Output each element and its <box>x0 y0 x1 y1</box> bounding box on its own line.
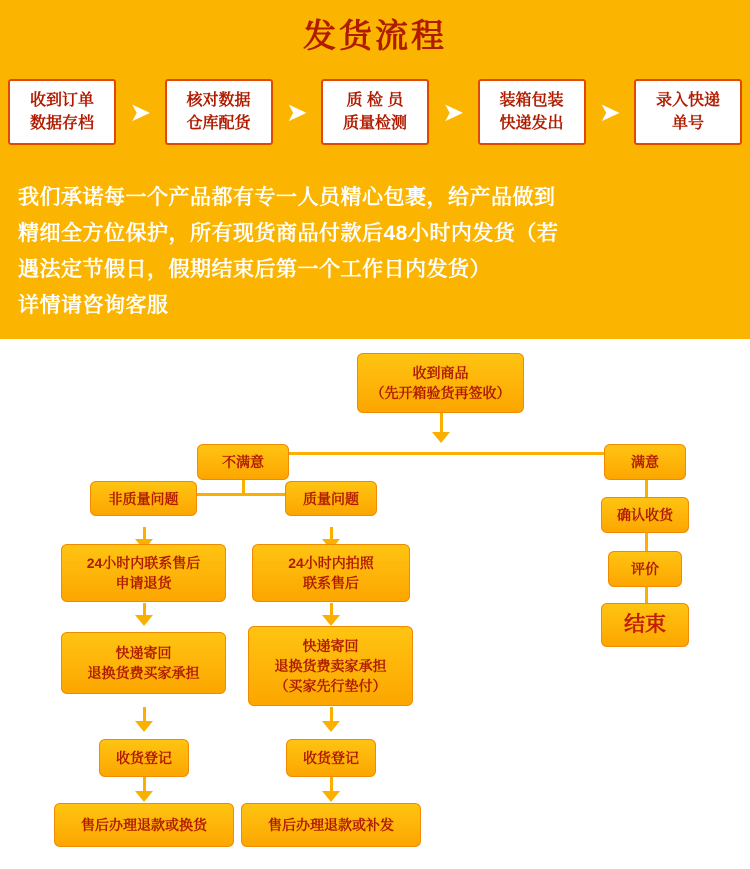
page-title: 发货流程 <box>303 17 447 54</box>
connector-bus-horizontal <box>243 452 648 455</box>
arrow-down-icon <box>322 791 340 802</box>
node-ship-back-buyer-pays[interactable] <box>61 632 226 694</box>
promise-line: 精细全方位保护，所有现货商品付款后48小时内发货（若 <box>18 222 559 245</box>
step-line: 录入快递 <box>655 92 720 109</box>
step-box-quality-check <box>321 79 429 145</box>
node-confirm-receipt[interactable] <box>601 497 689 533</box>
node-line: （先开箱验货再签收） <box>370 385 511 401</box>
step-line: 快递发出 <box>499 115 564 132</box>
arrow-down-icon <box>135 791 153 802</box>
node-line: 非质量问题 <box>108 490 179 507</box>
after-sale-flowchart <box>0 339 750 869</box>
step-box-receive-order <box>8 79 116 145</box>
node-line: 满意 <box>631 454 659 470</box>
step-line: 质 检 员 <box>346 92 404 109</box>
node-line: 收到商品 <box>412 365 469 381</box>
node-non-quality-issue[interactable] <box>90 481 197 516</box>
arrow-right-icon: ➤ <box>129 97 152 127</box>
step-line: 质量检测 <box>342 115 407 132</box>
node-line: 24小时内拍照 <box>288 555 374 571</box>
promise-line: 我们承诺每一个产品都有专一人员精心包裹，给产品做到 <box>18 186 556 209</box>
node-unsatisfied[interactable] <box>197 444 289 480</box>
node-receipt-registration-left[interactable] <box>99 739 189 777</box>
node-aftersale-refund-or-reship[interactable] <box>241 803 421 847</box>
step-box-enter-tracking <box>634 79 742 145</box>
node-contact-aftersale-24h[interactable] <box>61 544 226 602</box>
node-line: 售后办理退款或换货 <box>81 817 207 833</box>
step-line: 收到订单 <box>29 92 94 109</box>
step-box-verify-data <box>165 79 273 145</box>
node-line: 收货登记 <box>116 750 172 766</box>
arrow-down-icon <box>135 721 153 732</box>
shipping-process-banner <box>0 0 750 339</box>
arrow-down-icon <box>432 432 450 443</box>
node-line: 评价 <box>631 561 659 577</box>
step-line: 单号 <box>671 115 704 132</box>
process-steps <box>8 76 742 148</box>
connector-confirm-down <box>645 533 648 553</box>
node-line: 售后办理退款或补发 <box>268 817 394 833</box>
connector-receive-down <box>440 412 443 434</box>
promise-line: 详情请咨询客服 <box>18 294 169 317</box>
node-line: 快递寄回 <box>302 638 359 654</box>
node-photo-aftersale-24h[interactable] <box>252 544 410 602</box>
arrow-right-icon: ➤ <box>598 97 621 127</box>
node-receive-goods[interactable] <box>357 353 524 413</box>
node-review[interactable] <box>608 551 682 587</box>
node-line: 申请退货 <box>115 575 172 591</box>
node-aftersale-refund-or-exchange[interactable] <box>54 803 234 847</box>
node-ship-back-seller-pays[interactable] <box>248 626 413 706</box>
node-line: 退换货费卖家承担 <box>274 658 387 674</box>
node-quality-issue[interactable] <box>285 481 377 516</box>
connector-satisfied-down <box>645 479 648 499</box>
node-line: 结束 <box>624 613 666 636</box>
step-box-packaging <box>478 79 586 145</box>
arrow-down-icon <box>322 615 340 626</box>
promise-line: 遇法定节假日，假期结束后第一个工作日内发货） <box>18 258 491 281</box>
node-line: （买家先行垫付） <box>274 678 387 694</box>
node-line: 24小时内联系售后 <box>86 555 201 571</box>
arrow-right-icon: ➤ <box>442 97 465 127</box>
node-line: 确认收货 <box>617 507 673 523</box>
node-line: 快递寄回 <box>115 645 172 661</box>
step-line: 仓库配货 <box>186 115 251 132</box>
node-line: 退换货费买家承担 <box>87 665 200 681</box>
node-line: 联系售后 <box>303 575 359 591</box>
arrow-down-icon <box>322 721 340 732</box>
arrow-down-icon <box>135 615 153 626</box>
node-line: 不满意 <box>222 454 264 470</box>
step-line: 装箱包装 <box>499 92 564 109</box>
node-satisfied[interactable] <box>604 444 686 480</box>
node-receipt-registration-right[interactable] <box>286 739 376 777</box>
node-end[interactable] <box>601 603 689 647</box>
step-line: 核对数据 <box>186 92 251 109</box>
step-line: 数据存档 <box>29 115 94 132</box>
node-line: 质量问题 <box>303 490 359 507</box>
arrow-right-icon: ➤ <box>285 97 308 127</box>
node-line: 收货登记 <box>303 750 359 766</box>
promise-text <box>18 180 730 324</box>
